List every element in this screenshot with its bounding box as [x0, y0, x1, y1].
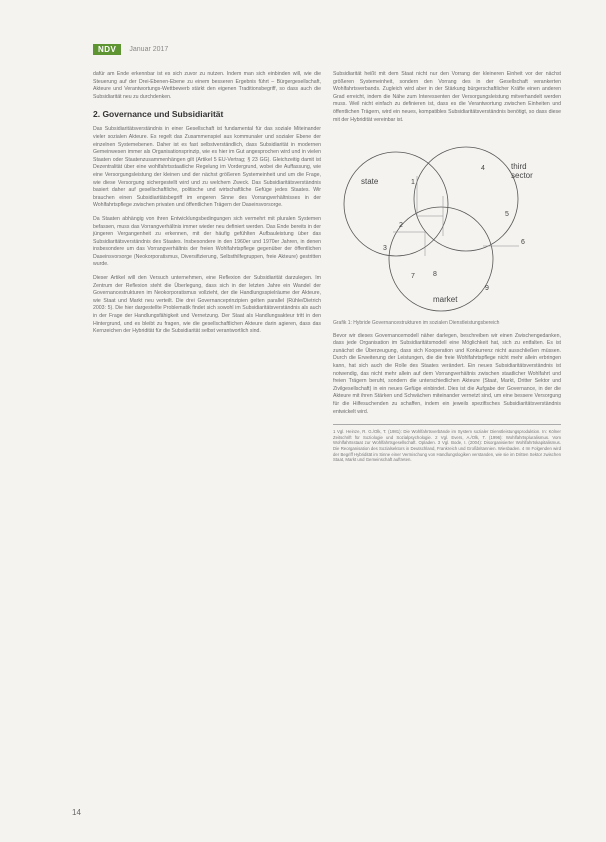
- paragraph: Da Staaten abhängig von ihren Entwicklungsbedingungen sich vermehrt mit pluralen Systemen befassen, muss das Vorrangverhältnis immer wieder neu definiert werden. Das Ende bereits in der jüngeren Vergangenheit zu erkennen, mit der häufig gefühlten Aufbauleistung über das Subsidiaritätsverständnis des Staates. Insbesondere in den 1960er und 1970er Jahren, in denen insbesondere um das Vorrangverhältnis der freien Wohlfahrtspflege gegenüber der öffentlichen Daseinsvorsorge (Neokorporatismus, Diversifizierung, Selbsthilfegruppen, freie Akteure) gestritten wurde.: [93, 215, 321, 268]
- paragraph: Das Subsidiaritätsverständnis in einer Gesellschaft ist fundamental für das soziale Miteinander vieler sozialen Akteure. Es regelt das Zusammenspiel aus kommunaler und sozialer Ebene der einzelnen Systemebenen. Daher ist es fast selbstverständlich, dass Subsidiarität in modernen Gemeinwesen immer als Organisationsprinzip, wie es hier im Gut angesprochen wird und in vielen Staaten oder Staatenzusammenhängen gilt (Artikel 5 EU-Vertrag; § 23 GG). Gleichzeitig damit ist Dezentralität über eine wohlfahrtsstaatliche Regelung im Vordergrund, wobei die Auffassung, wie eine Versorgungsleistung der kleinen und der nächst größeren Systemeinheit und um die Frage, wie diese Versorgung sichergestellt wird und zu welchem Zweck. Das Subsidiaritätsverständnis basiert daher auf gesellschaftliche, politische und wirtschaftliche Gefüge jedes Staates. Wir brauchen einen Subsidiaritätsbegriff im engeren Sinne des Vorrangverhältnisses in der Wohlfahrtspflege zwischen privaten und öffentlichen Trägern der Daseinsvorsorge.: [93, 126, 321, 209]
- region-2: 2: [399, 222, 403, 230]
- region-3: 3: [383, 245, 387, 253]
- region-9: 9: [485, 285, 489, 293]
- third-sector-circle: [414, 147, 518, 251]
- page-header: [93, 42, 168, 56]
- label-market: market: [433, 295, 458, 305]
- region-8: 8: [433, 271, 437, 279]
- region-4: 4: [481, 165, 485, 173]
- region-5: 5: [505, 211, 509, 219]
- right-column: [333, 71, 561, 463]
- region-7: 7: [411, 273, 415, 281]
- section-title: 2. Governance und Subsidiarität: [93, 109, 224, 120]
- region-6: 6: [521, 239, 525, 247]
- paragraph: dafür am Ende erkennbar ist es sich zuvor zu nutzen. Indem man sich einbinden will, wie die Steuerung auf der Drei-Ebenen-Ebene zu einem besseren Ergebnis führt – Bürgergesellschaft, Akteure und Verantwortungs-Wettbewerb stärkt den eigenen Traditionsbegriff, so dass auch die Subsidiarität neu zu durchdenken.: [93, 71, 321, 100]
- region-1: 1: [411, 179, 415, 187]
- paragraph: Bevor wir dieses Governancemodell näher darlegen, beschreiben wir einen Zwischengedanken, dass jede Organisation im Subsidiaritätsmodell eine Möglichkeit hat, sich zu entfalten. Es ist zunächst die Überzeugung, dass sich Kooperation und Konkurrenz nicht ausschließen müssen. Durch die Erweiterung der Leistungen, die die freie Wohlfahrtspflege nicht mehr allein erbringen kann, hat sich auch die Rolle des Staates verändert. Ein neues Subsidiaritätsverständnis ist notwendig, das nicht mehr allein auf dem Vorrangverhältnis zwischen staatlicher Wohlfahrt und freien Trägern beruht, sondern die unterschiedlichen Akteure (Staat, Markt, Dritter Sektor und Zivilgesellschaft) in ein neues Gefüge einbindet. Dies ist die Aufgabe der Governance, in der die Akteure mit ihren Stärken und Schwächen miteinander vernetzt sind, um eine bessere Versorgung für die Hilfesuchenden zu schaffen, indem ein jeweils spezifisches Subsidiaritätsverständnis entwickelt wird.: [333, 332, 561, 415]
- page-number: 14: [72, 808, 81, 817]
- venn-svg: [333, 136, 561, 316]
- issue-date: Januar 2017: [129, 45, 169, 53]
- label-third-sector-line2: sector: [511, 171, 533, 181]
- paragraph: Subsidiarität heißt mit dem Staat nicht nur den Vorrang der kleineren Einheit vor der nächst größeren Systemeinheit, sondern den Vorrang des in der Gesellschaft verankerten Wohlfahrtsverbands. Zugleich wird aber in der Stärkung bürgerschaftlicher Kräfte einen anderen Grad erreicht, indem die Nähe zum Interessenten der Versorgungsleistung mitverhandelt werden muss. Weil nicht einfach zu definieren ist, dass es die Verantwortung zwischen Einheiten und öffentlichen Trägern, wird ein neues, kompatibles Subsidiaritätsverständnis benötigt, so dass diese mit der Hybridität vereinbar ist.: [333, 71, 561, 123]
- label-third-sector-line1: third: [511, 162, 527, 172]
- paragraph: Dieser Artikel will den Versuch unternehmen, eine Reflexion der Subsidiarität darzulegen. Im Zentrum der Reflexion steht die Überlegung, dass sich in der letzten Jahre ein Wandel der Governancestrukturen im Neokorporatismus vollzieht, der die Handlungsspielräume der Akteure, wie Staat und Markt neu verteilt. Die drei Governanceprinzipien gelten parallel (Rühle/Dietrich 2003: 5). Die hier dargestellte Problematik findet sich sowohl im Subsidiaritätsverständnis als auch in der Frage der Handlungsfähigkeit und Vernetzung. Der Staat als Handlungsakteur tritt in den Hintergrund, und es bleibt zu fragen, wie die gesellschaftlichen Akteure darin agieren, dass das Kernzeichen der Hybridität für die Subsidiarität selbst verantwortlich sind.: [93, 275, 321, 335]
- left-column: [93, 71, 321, 342]
- footnotes: 1 Vgl. Heinze, R. G./Olk, T. (1981): Die Wohlfahrtsverbände im System sozialer Dienstleistungsproduktion. In: Kölner Zeitschrift für Soziologie und Sozialpsychologie. 2 Vgl. Evers, A./Olk, T. (1996): Wohlfahrtspluralismus. Vom Wohlfahrtsstaat zur Wohlfahrtsgesellschaft. Opladen. 3 Vgl. Bode, I. (2004): Disorganisierter Wohlfahrtskapitalismus. Die Reorganisation des Sozialsektors in Deutschland, Frankreich und Großbritannien. Wiesbaden. 4 Im Folgenden wird der Begriff Hybridität im Sinne einer Vermischung von Handlungslogiken verstanden, wie sie im Dritten Sektor zwischen Staat, Markt und Gemeinschaft auftreten.: [333, 424, 561, 463]
- label-third-sector: [511, 162, 533, 180]
- label-state: state: [361, 177, 379, 187]
- journal-badge: NDV: [93, 44, 121, 55]
- state-circle: [344, 152, 448, 256]
- figure-caption: Grafik 1: Hybride Governancestrukturen im sozialen Dienstleistungsbereich: [333, 320, 500, 327]
- venn-diagram: [333, 136, 561, 316]
